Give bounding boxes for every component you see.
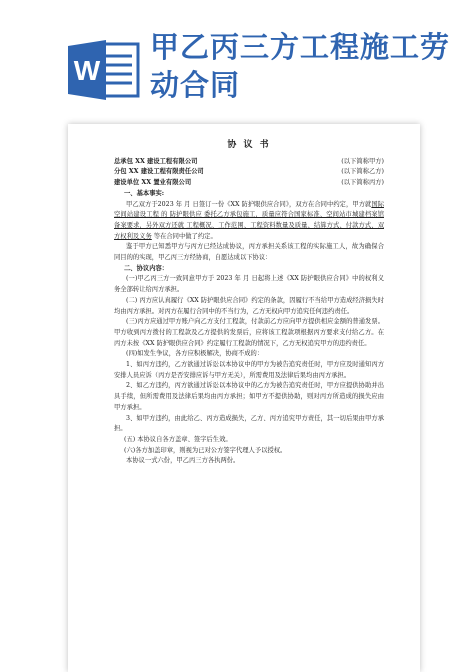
party-row-c bbox=[114, 178, 384, 189]
terms-paragraph: (二) 丙方应认真履行《XX 防护眼供应合同》约定的条款，因履行不当给甲方造成经济损失时均由丙方承担。对丙方在履行合同中的不当行为，乙方无权向甲方追究任何违约责任。 bbox=[114, 296, 384, 315]
facts-paragraph-1 bbox=[114, 200, 384, 243]
document-heading: 协 议 书 bbox=[227, 140, 271, 150]
party-label: 总承包 XX 建设工程有限公司 bbox=[114, 157, 198, 165]
terms-paragraph: (四)如发生争议，各方应积极解决，协商不成的： bbox=[126, 350, 264, 358]
terms-paragraph: (六)各方加盖印章，则视为已对公方签字代理人予以授权。 bbox=[124, 446, 287, 454]
document-body bbox=[114, 138, 384, 467]
party-note: (以下简称乙方) bbox=[341, 168, 384, 176]
terms-paragraph: 1、如丙方违约，乙方欲通过诉讼以本协议中的甲方为被告追究责任时，甲方应及时通知丙方安排人员应诉（丙方是否安排应诉与甲方无关），所需费用及法律后果均由丙方承担。 bbox=[114, 361, 384, 379]
party-note: (以下简称甲方) bbox=[341, 157, 384, 165]
terms-paragraph: 3、如甲方违约，由此给乙、丙方造成损失，乙方、丙方追究甲方责任，其一切后果由甲方承担。 bbox=[114, 414, 384, 433]
section-heading-facts: 一、基本事实: bbox=[124, 189, 165, 197]
terms-paragraph: 2、如乙方违约，丙方欲通过诉讼以本协议中的乙方为被告追究责任时，甲方应提供协助并出具手续，但所需费用及法律后果均由丙方承担；如甲方不提供协助，则对丙方所造成的损失应由甲方承担。 bbox=[114, 382, 384, 411]
facts-paragraph-2: 鉴于甲方已知悉甲方与丙方已经达成协议，丙方承担关系该工程的实际施工人，故为确保合同目的的实现，甲乙丙三方经协商，自愿达成以下协议： bbox=[114, 243, 384, 262]
document-page bbox=[68, 124, 420, 672]
party-label: 分包 XX 建设工程有限责任公司 bbox=[114, 168, 204, 176]
party-note: (以下简称丙方) bbox=[341, 179, 384, 187]
page-title: 甲乙丙三方工程施工劳动合同 bbox=[150, 30, 451, 102]
word-document-icon bbox=[66, 38, 142, 102]
word-logo-letter: W bbox=[73, 55, 101, 86]
facts-underlined-text: 国际空间站建设工程 的 防护眼供应 委托乙方承包施工，质量应符合国家标准、空间站市城建档案馆备案要求，另外双方还就 工程概况、工作范围、工程资料数量及质量、结算方式、付款方式、双方权利及义务 bbox=[114, 200, 384, 240]
terms-paragraph: (五) 本协议自各方盖章、签字后生效。 bbox=[124, 435, 232, 443]
facts-text: 等在合同中做了约定。 bbox=[151, 232, 217, 240]
party-label: 建设单位 XX 置业有限公司 bbox=[114, 179, 192, 187]
terms-paragraph: (三)丙方应通过甲方账户向乙方支付工程款，付款前乙方应向甲方提供相应金额的普通发票。甲方收到丙方拨付的工程款及乙方提供的发票后，应将该工程款项根据丙方要求支付给乙方。在丙方未按《XX 防护眼供应合同》约定履行工程款的情况下，乙方无权追究甲方的违约责任。 bbox=[114, 318, 384, 347]
terms-paragraph: 本协议一式六份，甲乙丙三方各执两份。 bbox=[126, 457, 240, 465]
facts-text: 甲乙双方于2023 年 月 日签订一份《XX 防护眼供应合同》，双方在合同中约定，甲方就 bbox=[126, 200, 372, 208]
section-heading-terms: 二、协议内容： bbox=[124, 264, 169, 272]
party-row-b bbox=[114, 167, 384, 178]
terms-paragraph: (一)甲乙丙三方一致同意甲方于 2023 年 月 日起将上述《XX 防护眼供应合同》中的权利义务全部转让给丙方承担。 bbox=[114, 275, 384, 294]
party-row-a bbox=[114, 157, 384, 168]
